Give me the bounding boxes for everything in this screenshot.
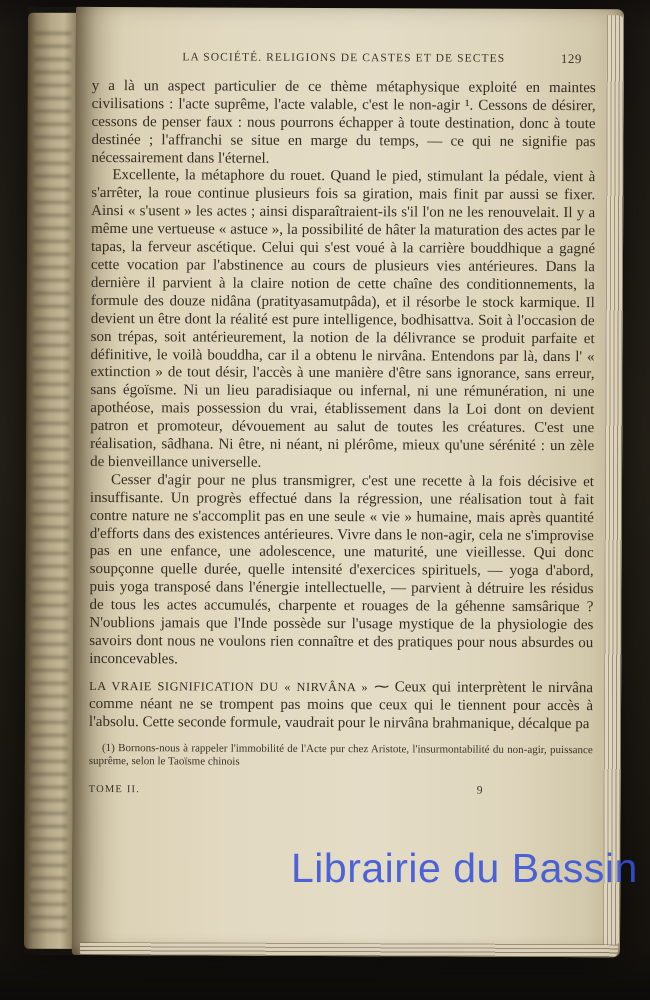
page-stack-edge [603, 15, 624, 945]
section-heading: LA VRAIE SIGNIFICATION DU « NIRVÂNA » [89, 678, 369, 695]
bookseller-watermark: Librairie du Bassin [291, 845, 638, 891]
paragraph-rouet: Excellente, la métaphore du rouet. Quand le pied, stimulant la pédale, vient à s'arrêter, la roue continue plusieurs fois sa giration, mais finit par aussi se fixer. Ainsi « s'usent » les actes ; ainsi disparaîtraient-ils s'il l'on ne les renouvelait. Il y a même une vertueuse « astuce », la possibilité de hâter la maturation des actes par le tapas, la ferveur ascétique. Celui qui s'est voué à la carrière bouddhique a gagné cette vocation par l'abstinence au cours de plusieurs vies antérieures. Dans la dernière il parvient à la claire notion de cette chaîne des conditionnements, la formule des douze nidâna (pratityasamutpâda), et il résorbe le stock karmique. Il devient un être dont la réalité est pure intelligence, bodhisattva. Soit à l'occasion de son trépas, soit antérieurement, la notion de la délivrance se produit parfaite et définitive, le voilà bouddha, car il a obtenu le nirvâna. Entendons par là, dans l' « extinction » de tout désir, l'accès à une manière d'être sans ignorance, sans erreur, sans égoïsme. Ni un lieu paradisiaque ou infernal, ni une rémunération, ni une apothéose, mais possession du vrai, établissement dans la Loi dont on devient patron et promoteur, dévouement au salut de toutes les créatures. C'est une réalisation, sâdhana. Ni être, ni néant, ni plérôme, mieux qu'une sérénité : un zèle de bienveillance universelle. [90, 167, 596, 471]
section-text: ⁓ Ceux qui interprètent le nirvâna comme néant ne se trompent pas moins que ceux qui le tiennent pour accès à l'absolu. Cette seconde formule, vaudrait pour le nirvâna brahmanique, décalque pa [88, 679, 594, 732]
page-bottom-edge [80, 942, 618, 957]
signature-number: 9 [476, 784, 483, 797]
running-header-title: LA SOCIÉTÉ. RELIGIONS DE CASTES ET DE SECTES [182, 51, 506, 65]
paragraph-continuation: y a là un aspect particulier de ce thème métaphysique exploité en maintes civilisations : l'acte suprême, l'acte valable, c'est le non-agir ¹. Cessons de désirer, cessons de penser faux : nous pourrons échapper à toute destination, donc à toute destinée ; l'affranchi se situe en marge du temps, — ce qui ne signifie pas nécessairement dans l'éternel. [91, 77, 596, 167]
paragraph-cesser-dagir: Cesser d'agir pour ne plus transmigrer, c'est une recette à la fois décisive et insuffisante. Un progrès effectué dans la régression, une réalisation tout à fait contre nature ne s'accomplit pas en une seule « vie » humaine, mais après quantité d'efforts dans des existences antérieures. Vivre dans le non-agir, cela ne s'improvise pas en une enfance, une adolescence, une maturité, une vieillesse. Qui donc soupçonne quelle durée, quelle intensité d'exercices spirituels, — yoga d'abord, puis yoga transposé dans l'énergie intellectuelle, — parvient à détruire les résidus de tous les actes accumulés, charpente et rouages de la géhenne samsârique ? N'oublions jamais que l'Inde possède sur l'usage mystique de la physiologie des savoirs dont nous ne voulons rien connaître et des pratiques pour nous absurdes ou inconcevables. [89, 471, 595, 668]
volume-label: TOME II. [88, 783, 141, 796]
book-page [72, 7, 624, 957]
book-spread [24, 7, 624, 958]
page-number: 129 [560, 51, 582, 67]
section-paragraph-nirvana [89, 678, 593, 734]
footnote: (1) Bornons-nous à rappeler l'immobilité de l'Acte pur chez Aristote, l'insurmontabilité du non-agir, puissance suprême, selon le Taoïsme chinois [88, 741, 593, 768]
page-text [89, 49, 596, 797]
page-footer [89, 781, 593, 797]
running-header [92, 49, 596, 69]
facing-page-edge [24, 13, 76, 949]
